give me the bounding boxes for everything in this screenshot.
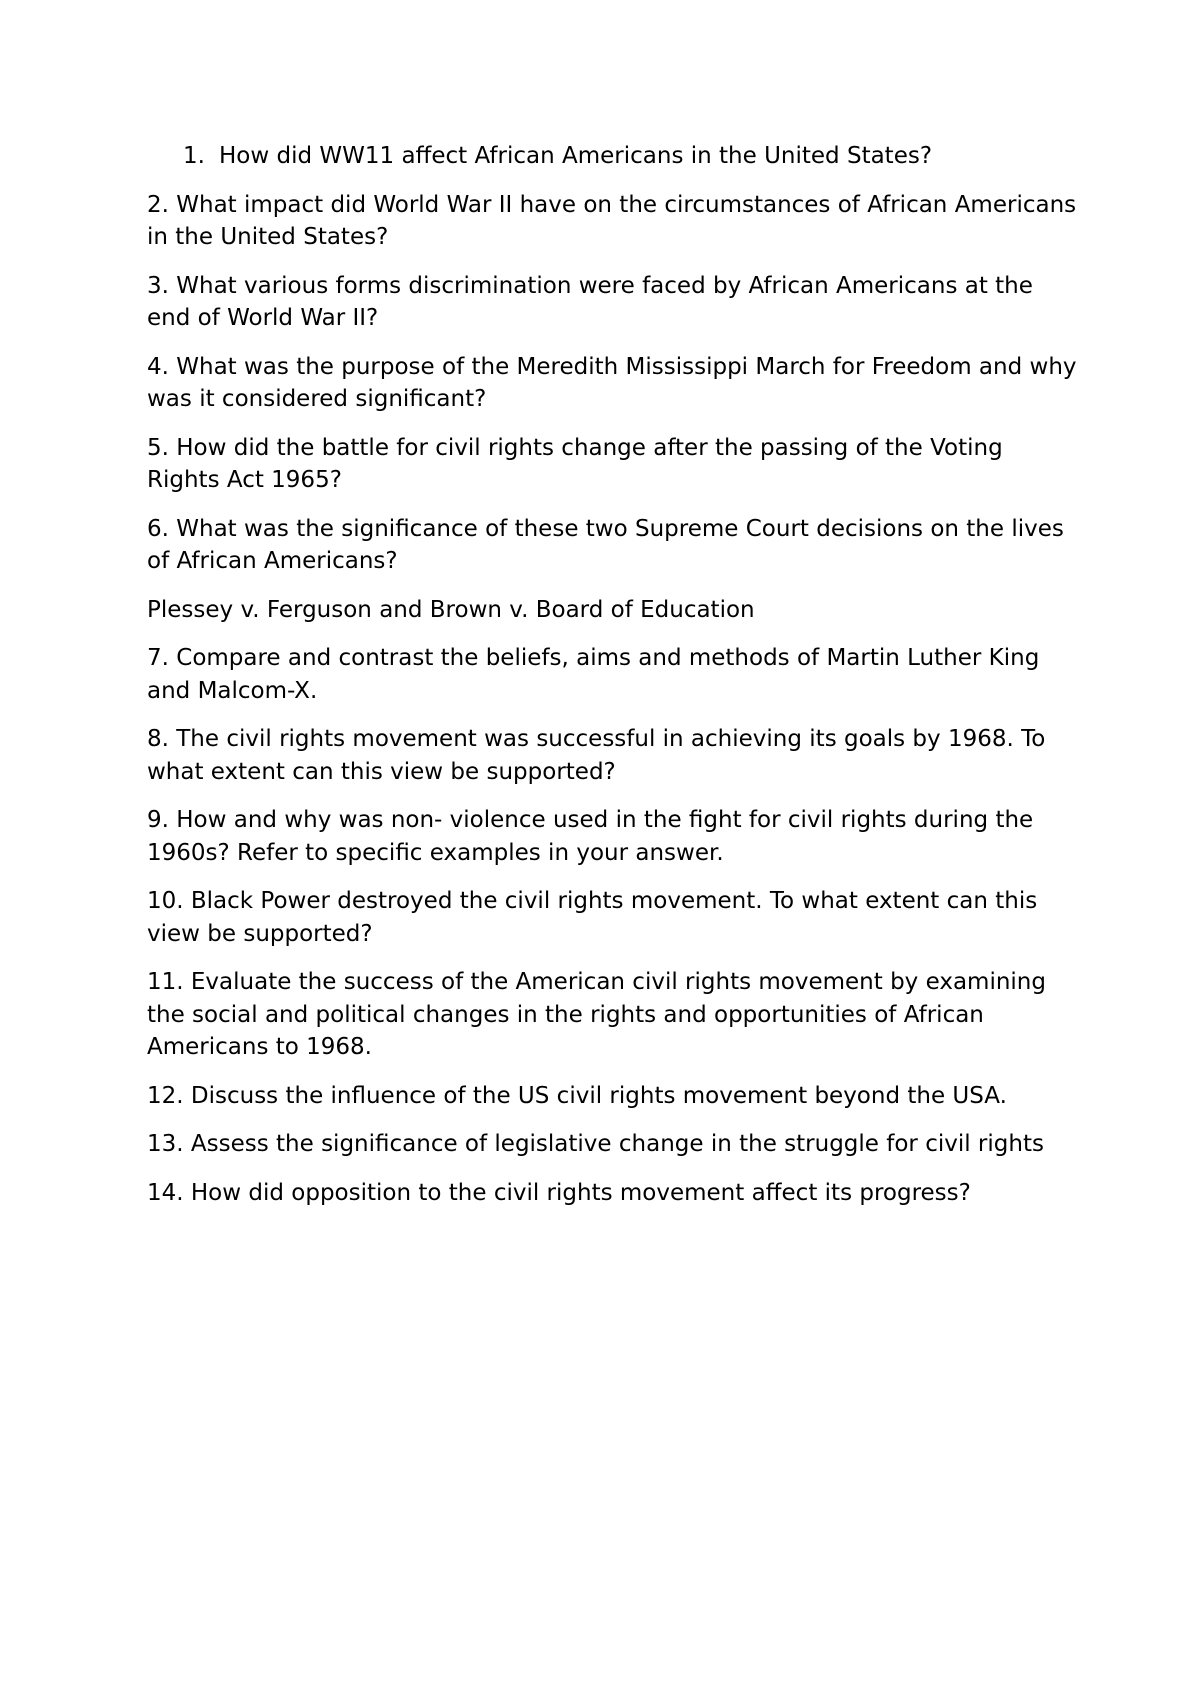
question-2: 2. What impact did World War II have on the circumstances of African Americans in the United States? xyxy=(147,191,1077,250)
question-7: 7. Compare and contrast the beliefs, aims and methods of Martin Luther King and Malcom-X. xyxy=(147,645,1040,704)
question-1-text: How did WW11 affect African Americans in the United States? xyxy=(219,143,933,169)
question-1-number: 1. xyxy=(183,143,205,169)
question-4: 4. What was the purpose of the Meredith Mississippi March for Freedom and why was it considered significant? xyxy=(147,353,1077,412)
question-12: 12. Discuss the influence of the US civil rights movement beyond the USA. xyxy=(147,1082,1007,1109)
question-6: 6. What was the significance of these two Supreme Court decisions on the lives of African Americans? xyxy=(147,515,1064,574)
question-1 xyxy=(147,140,1077,173)
question-10: 10. Black Power destroyed the civil rights movement. To what extent can this view be supported? xyxy=(147,888,1038,947)
question-3: 3. What various forms discrimination were faced by African Americans at the end of World War II? xyxy=(147,272,1033,331)
question-11: 11. Evaluate the success of the American civil rights movement by examining the social and political changes in the rights and opportunities of African Americans to 1968. xyxy=(147,969,1046,1060)
question-list xyxy=(147,140,1077,1225)
question-9: 9. How and why was non- violence used in the fight for civil rights during the 1960s? Refer to specific examples in your answer. xyxy=(147,807,1034,866)
question-8: 8. The civil rights movement was successful in achieving its goals by 1968. To what extent can this view be supported? xyxy=(147,726,1046,785)
question-6-cases: Plessey v. Ferguson and Brown v. Board of Education xyxy=(147,596,755,623)
question-14: 14. How did opposition to the civil rights movement affect its progress? xyxy=(147,1179,971,1206)
question-13: 13. Assess the significance of legislative change in the struggle for civil rights xyxy=(147,1131,1044,1157)
question-5: 5. How did the battle for civil rights change after the passing of the Voting Rights Act 1965? xyxy=(147,434,1003,493)
